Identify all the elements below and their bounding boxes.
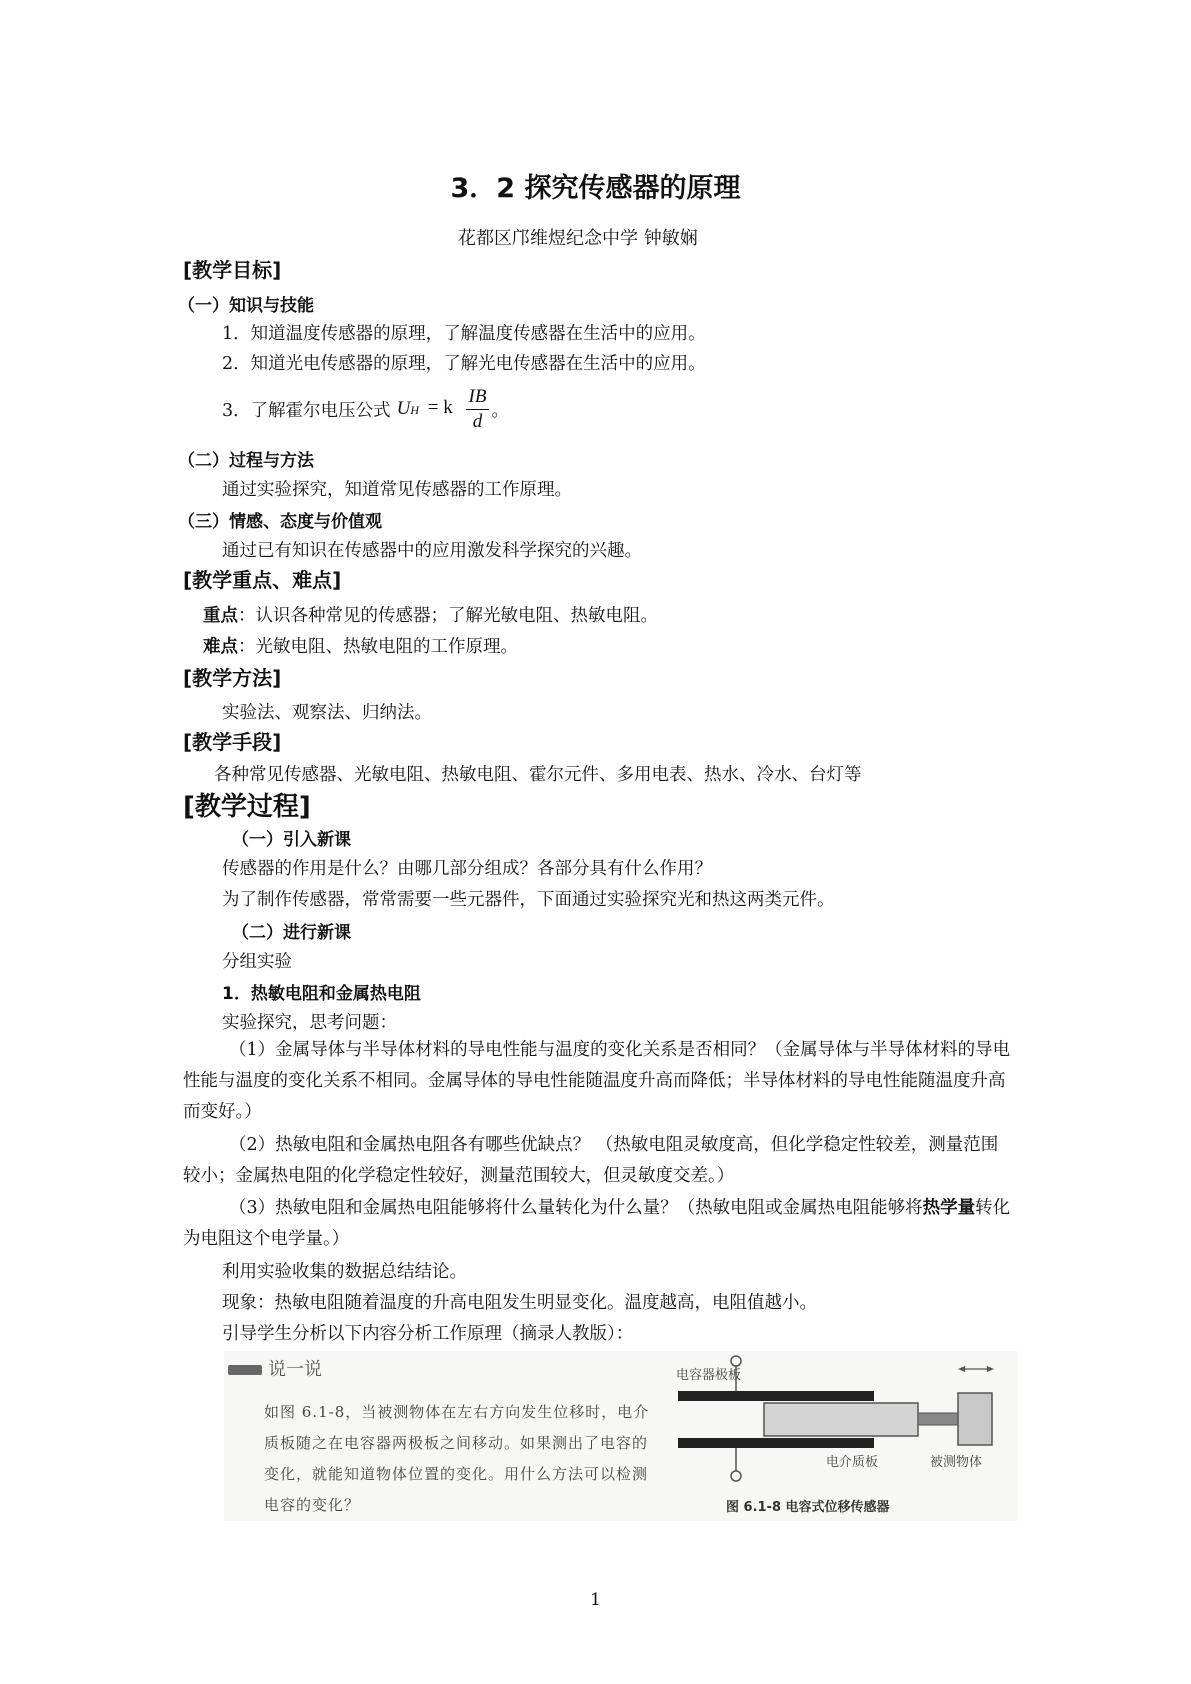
bottom-capacitor-plate [678, 1438, 874, 1448]
group-experiment: 分组实验 [222, 952, 292, 972]
subsection-heading-intro: （一）引入新课 [232, 830, 351, 850]
motion-arrow-right-icon [987, 1366, 994, 1372]
goal-item-3-text: 3．了解霍尔电压公式 [222, 400, 391, 421]
bottom-terminal-icon [731, 1471, 741, 1481]
author-line: 花都区邝维煜纪念中学 钟敏娴 [458, 228, 698, 249]
figure-header-text: 说一说 [268, 1359, 322, 1380]
label-capacitor-plate: 电容器极板 [676, 1368, 742, 1383]
intro-line-2: 为了制作传感器，常常需要一些元器件，下面通过实验探究光和热这两类元件。 [222, 890, 835, 910]
top-capacitor-plate [678, 1391, 874, 1401]
label-dielectric: 电介质板 [826, 1455, 879, 1470]
figure-header [228, 1355, 322, 1381]
goal-item-3 [222, 383, 509, 435]
hard-point-label: 难点 [203, 637, 238, 657]
key-point-text: ：认识各种常见的传感器；了解光敏电阻、热敏电阻。 [238, 606, 658, 626]
formula-equals: = k [427, 397, 453, 419]
formula-numerator: IB [466, 385, 490, 410]
formula-lhs-subscript: H [410, 402, 420, 417]
item-heading-thermistor: 1．热敏电阻和金属热电阻 [222, 984, 421, 1004]
dielectric-slab [764, 1403, 918, 1436]
subsection-heading-knowledge: （一）知识与技能 [178, 296, 314, 316]
process-text: 通过实验探究，知道常见传感器的工作原理。 [222, 480, 572, 500]
question-3 [183, 1193, 1013, 1255]
section-heading-means: [教学手段] [183, 730, 282, 754]
methods-text: 实验法、观察法、归纳法。 [222, 703, 432, 723]
question-2: （2）热敏电阻和金属热电阻各有哪些优缺点？ （热敏电阻灵敏度高，但化学稳定性较差，测量范围较小；金属热电阻的化学稳定性较好，测量范围较大，但灵敏度交差。） [183, 1135, 999, 1186]
question-3-bold: 热学量 [922, 1198, 976, 1218]
label-measured-object: 被测物体 [930, 1455, 983, 1470]
key-point-label: 重点 [203, 606, 238, 626]
textbook-figure [224, 1351, 1018, 1521]
motion-arrow-left-icon [958, 1366, 965, 1372]
figure-description: 如图 6.1-8，当被测物体在左右方向发生位移时，电介质板随之在电容器两极板之间移动。如果测出了电容的变化，就能知道物体位置的变化。用什么方法可以检测电容的变化？ [264, 1403, 650, 1514]
subsection-heading-process: （二）过程与方法 [178, 451, 314, 471]
page-number: 1 [590, 1590, 601, 1610]
guide-text: 引导学生分析以下内容分析工作原理（摘录人教版）： [222, 1324, 634, 1344]
question-3-pre: （3）热敏电阻和金属热电阻能够将什么量转化为什么量？（热敏电阻或金属热电阻能够将 [229, 1198, 923, 1218]
capacitive-sensor-diagram [676, 1351, 1018, 1521]
arrow-icon [228, 1365, 262, 1375]
formula-denominator: d [472, 410, 483, 432]
hall-voltage-formula [397, 385, 490, 434]
hard-point-line [203, 633, 518, 658]
section-heading-process: [教学过程] [183, 792, 311, 822]
section-heading-key-points: [教学重点、难点] [183, 568, 342, 592]
top-terminal-icon [731, 1356, 741, 1366]
section-heading-methods: [教学方法] [183, 666, 282, 690]
means-text: 各种常见传感器、光敏电阻、热敏电阻、霍尔元件、多用电表、热水、冷水、台灯等 [214, 765, 862, 785]
phenomenon-text: 现象：热敏电阻随着温度的升高电阻发生明显变化。温度越高，电阻值越小。 [222, 1293, 817, 1313]
hard-point-text: ：光敏电阻、热敏电阻的工作原理。 [238, 637, 518, 657]
question-3-post: 转化为电阻这个电学量。） [183, 1198, 1011, 1249]
connecting-rod [918, 1413, 958, 1425]
emotion-text: 通过已有知识在传感器中的应用激发科学探究的兴趣。 [222, 541, 642, 561]
intro-line-1: 传感器的作用是什么？由哪几部分组成？各部分具有什么作用？ [222, 859, 712, 879]
page-title: 3．2 探究传感器的原理 [450, 173, 741, 204]
subsection-heading-emotion: （三）情感、态度与价值观 [178, 512, 382, 532]
goal-item-1: 1．知道温度传感器的原理，了解温度传感器在生活中的应用。 [222, 324, 706, 344]
formula-lhs: U [396, 397, 411, 419]
explore-text: 实验探究，思考问题： [222, 1013, 397, 1033]
measured-object [958, 1393, 992, 1445]
formula-fraction [466, 385, 490, 434]
formula-tail: 。 [491, 400, 509, 421]
summary-text: 利用实验收集的数据总结结论。 [222, 1262, 467, 1282]
figure-caption: 图 6.1-8 电容式位移传感器 [726, 1500, 890, 1515]
key-point-line [203, 602, 658, 627]
question-1: （1）金属导体与半导体材料的导电性能与温度的变化关系是否相同？（金属导体与半导体材料的导电性能与温度的变化关系不相同。金属导体的导电性能随温度升高而降低；半导体材料的导电性能随温度升高而变好。） [183, 1040, 1011, 1122]
goal-item-2: 2．知道光电传感器的原理，了解光电传感器在生活中的应用。 [222, 354, 706, 374]
subsection-heading-new: （二）进行新课 [232, 923, 351, 943]
section-heading-goals: [教学目标] [183, 258, 282, 282]
